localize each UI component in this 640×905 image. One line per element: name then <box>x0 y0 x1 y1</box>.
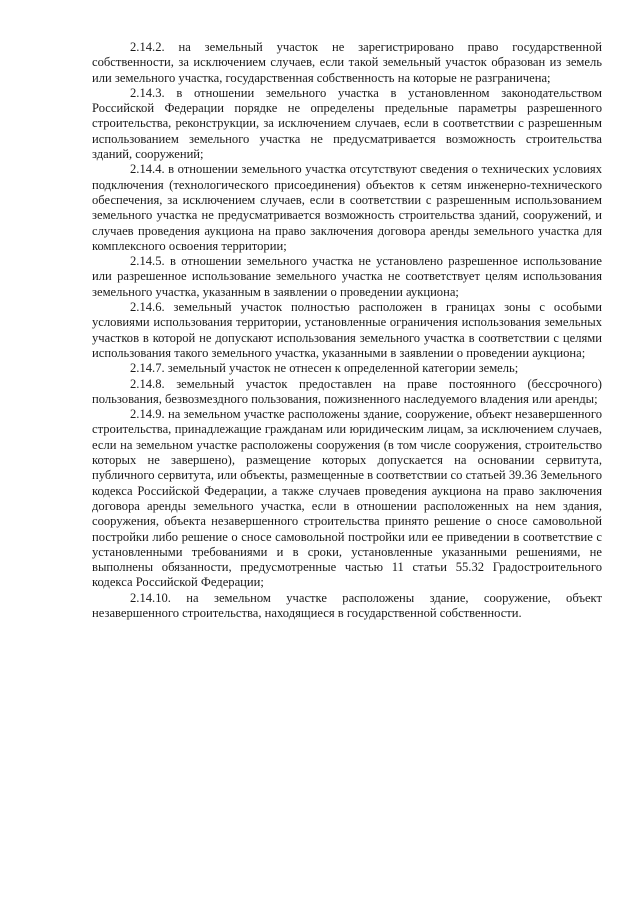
paragraph-2-14-6: 2.14.6. земельный участок полностью расположен в границах зоны с особыми условиями использования территории, установленные ограничения использования земельных участков в которой не допускают использования земельного участка в соответствии с целями использования такого земельного участка, указанными в заявлении о проведении аукциона; <box>92 300 602 360</box>
paragraph-2-14-5: 2.14.5. в отношении земельного участка не установлено разрешенное использование или разрешенное использование земельного участка не соответствует целям использования земельного участка, указанным в заявлении о проведении аукциона; <box>92 254 602 299</box>
paragraph-2-14-4: 2.14.4. в отношении земельного участка отсутствуют сведения о технических условиях подключения (технологического присоединения) объектов к сетям инженерно-технического обеспечения, за исключением случаев, если в соответствии с разрешенным использованием земельного участка не предусматривается возможность строительства зданий, сооружений, и случаев проведения аукциона на право заключения договора аренды земельного участка для комплексного освоения территории; <box>92 162 602 253</box>
paragraph-2-14-3: 2.14.3. в отношении земельного участка в установленном законодательством Российской Федерации порядке не определены предельные параметры разрешенного строительства, реконструкции, за исключением случаев, если в соответствии с разрешенным использованием земельного участка не предусматривается возможность строительства зданий, сооружений; <box>92 85 602 162</box>
document-page <box>92 40 602 621</box>
paragraph-2-14-8: 2.14.8. земельный участок предоставлен на праве постоянного (бессрочного) пользования, безвозмездного пользования, пожизненного наследуемого владения или аренды; <box>92 376 602 406</box>
paragraph-2-14-7: 2.14.7. земельный участок не отнесен к определенной категории земель; <box>130 361 519 376</box>
paragraph-2-14-10: 2.14.10. на земельном участке расположены здание, сооружение, объект незавершенного строительства, находящиеся в государственной собственности. <box>92 590 602 620</box>
paragraph-2-14-9: 2.14.9. на земельном участке расположены здание, сооружение, объект незавершенного строительства, принадлежащие гражданам или юридическим лицам, за исключением случаев, если на земельном участке расположены сооружения (в том числе сооружения, строительство которых не завершено), размещение которых допускается на основании сервитута, публичного сервитута, или объекты, размещенные в соответствии со статьей 39.36 Земельного кодекса Российской Федерации, а также случаев проведения аукциона на право заключения договора аренды земельного участка, если в отношении расположенных на нем здания, сооружения, объекта незавершенного строительства принято решение о сносе самовольной постройки либо решение о сносе самовольной постройки или ее приведении в соответствие с установленными требованиями и в сроки, установленные указанными решениями, не выполнены обязанности, предусмотренные частью 11 статьи 55.32 Градостроительного кодекса Российской Федерации; <box>92 407 602 590</box>
paragraph-2-14-2: 2.14.2. на земельный участок не зарегистрировано право государственной собственности, за исключением случаев, если такой земельный участок образован из земель или земельного участка, государственная собственность на которые не разграничена; <box>92 40 602 85</box>
